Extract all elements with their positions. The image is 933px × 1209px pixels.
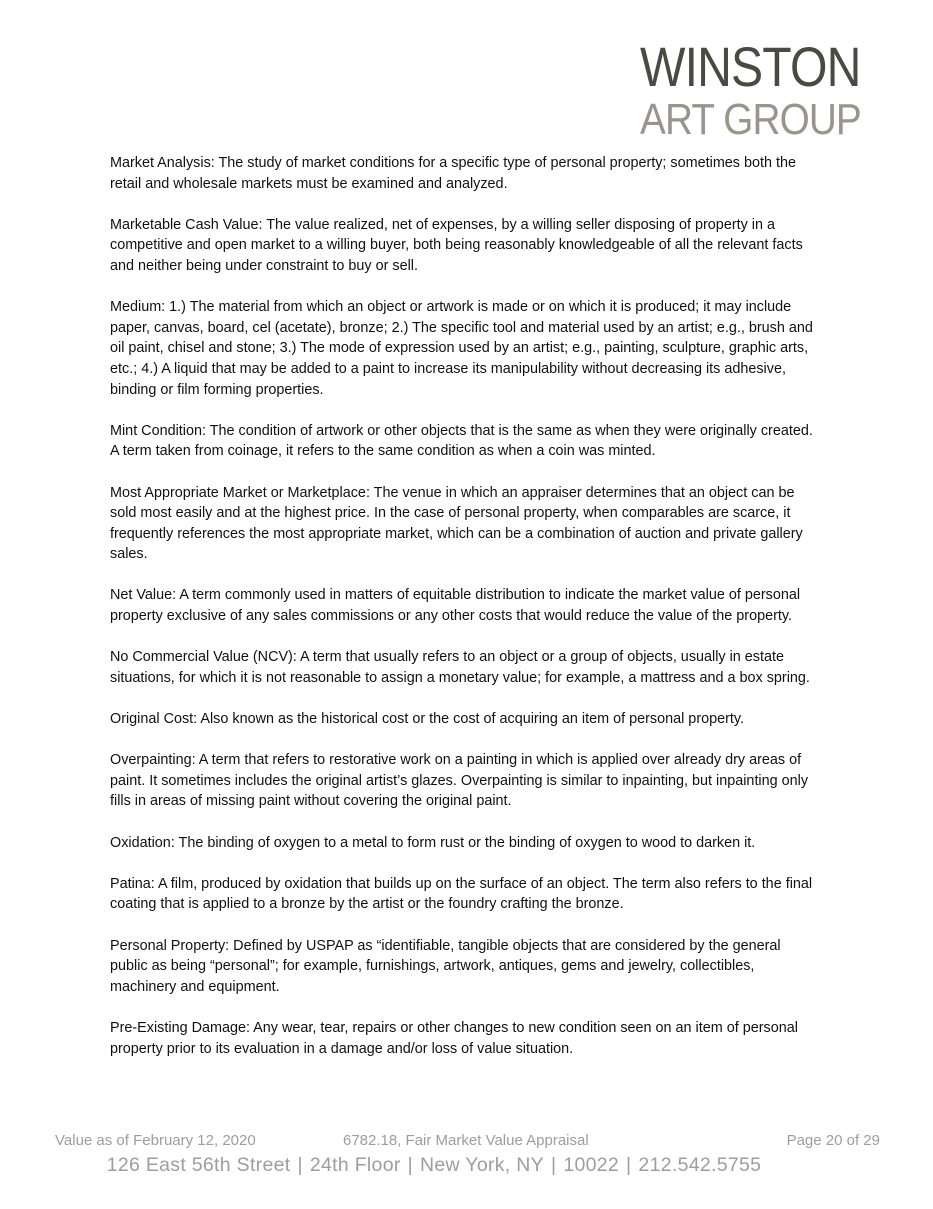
glossary-entry-pre-existing-damage: Pre-Existing Damage: Any wear, tear, repairs or other changes to new condition seen on an item of personal property prior to its evaluation in a damage and/or loss of value situation. [110,1019,798,1057]
address-separator: | [407,1154,414,1176]
address-floor: 24th Floor [309,1154,401,1176]
glossary-entry-personal-property: Personal Property: Defined by USPAP as “identifiable, tangible objects that are considered by the general public as being “personal”; for example, furnishings, artwork, antiques, gems and jewelry, collectibles, machinery and equipment. [110,937,781,995]
glossary-entry-marketable-cash-value: Marketable Cash Value: The value realized, net of expenses, by a willing seller disposing of property in a competitive and open market to a willing buyer, both being reasonably knowledgeable of all the relevant facts and neither being under constraint to buy or sell. [110,216,803,274]
glossary-entry-net-value: Net Value: A term commonly used in matters of equitable distribution to indicate the market value of personal property exclusive of any sales commissions or any other costs that would reduce the value of the property. [110,587,801,625]
address-zip: 10022 [563,1154,620,1176]
glossary-entry-mint-condition: Mint Condition: The condition of artwork or other objects that is the same as when they were originally created. A term taken from coinage, it refers to the same condition as when a coin was minted. [110,422,813,460]
glossary-entry-market-analysis: Market Analysis: The study of market conditions for a specific type of personal property; sometimes both the retail and wholesale markets must be examined and analyzed. [110,155,797,192]
logo-line-art-group: ART GROUP [640,95,861,144]
address-separator: | [297,1154,303,1176]
address-separator: | [550,1154,557,1176]
glossary-entry-oxidation: Oxidation: The binding of oxygen to a metal to form rust or the binding of oxygen to wood to darken it. [110,834,756,851]
glossary-entry-original-cost: Original Cost: Also known as the historical cost or the cost of acquiring an item of personal property. [110,711,745,728]
address-city: New York, NY [420,1154,544,1176]
company-logo [640,35,890,144]
footer-page-number: Page 20 of 29 [786,1132,880,1149]
footer-appraisal-title: 6782.18, Fair Market Value Appraisal [343,1132,589,1149]
address-phone: 212.542.5755 [638,1154,762,1176]
footer-address [0,1154,933,1177]
logo-line-winston: WINSTON [640,35,861,98]
glossary-entry-overpainting: Overpainting: A term that refers to restorative work on a painting in which is applied over already dry areas of paint. It sometimes includes the original artist’s glazes. Overpainting is similar to inpainting, but inpainting only fills in areas of missing paint without covering the original paint. [110,752,809,810]
glossary-entry-most-appropriate-market: Most Appropriate Market or Marketplace: The venue in which an appraiser determines that an object can be sold most easily and at the highest price. In the case of personal property, when comparables are scarce, it frequently references the most appropriate market, which can be a combination of auction and private gallery sales. [110,484,803,563]
address-street: 126 East 56th Street [106,1154,291,1176]
glossary-entry-patina: Patina: A film, produced by oxidation that builds up on the surface of an object. The term also refers to the final coating that is applied to a bronze by the artist or the foundry crafting the bronze. [110,875,813,913]
footer-value-date: Value as of February 12, 2020 [55,1132,256,1149]
address-separator: | [626,1154,632,1176]
glossary-content [110,153,822,1080]
glossary-entry-no-commercial-value: No Commercial Value (NCV): A term that usually refers to an object or a group of objects, usually in estate situations, for which it is not reasonable to assign a monetary value; for example, a mattress and a box spring. [110,649,810,686]
glossary-entry-medium: Medium: 1.) The material from which an object or artwork is made or on which it is produced; it may include paper, canvas, board, cel (acetate), bronze; 2.) The specific tool and material used by an artist; e.g., brush and oil paint, chisel and stone; 3.) The mode of expression used by an artist; e.g., painting, sculpture, graphic arts, etc.; 4.) A liquid that may be added to a paint to increase its manipulability without decreasing its adhesive, binding or film forming properties. [110,299,813,398]
